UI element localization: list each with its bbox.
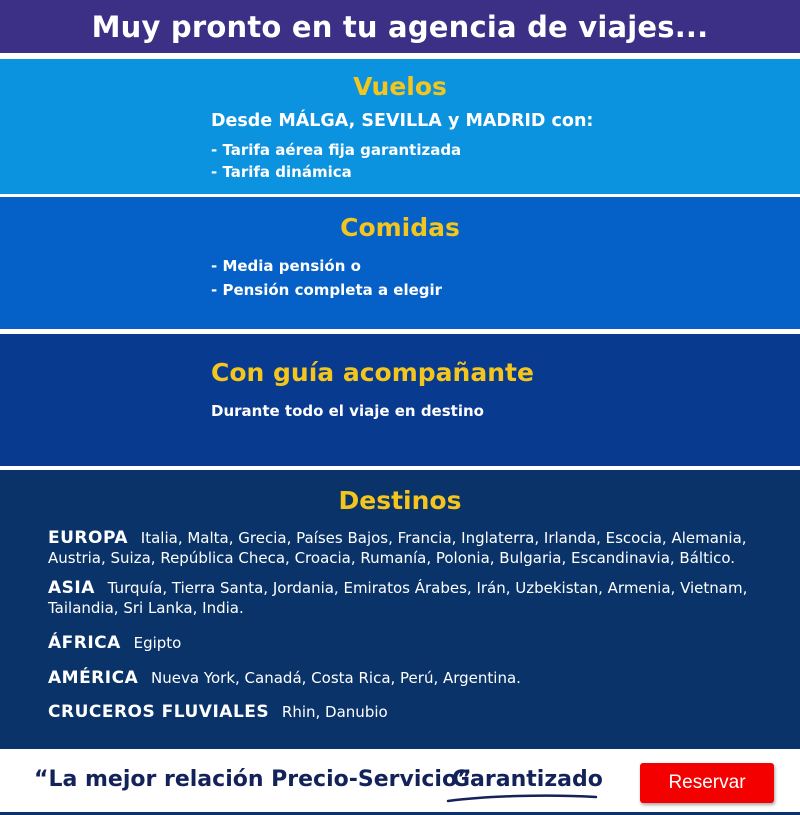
- section-guia: [0, 334, 800, 466]
- section-vuelos: [0, 59, 800, 194]
- comidas-item: - Media pensión o: [211, 257, 361, 275]
- vuelos-intro-prefix: Desde: [211, 111, 279, 131]
- region-name: AMÉRICA: [48, 668, 139, 688]
- vuelos-intro-cities: MÁLGA, SEVILLA: [278, 111, 442, 131]
- vuelos-intro-and: y: [441, 111, 466, 131]
- vuelos-item: - Tarifa dinámica: [211, 163, 352, 181]
- region-america: [48, 668, 748, 688]
- region-countries: Turquía, Tierra Santa, Jordania, Emiratos Árabes, Irán, Uzbekistan, Armenia, Vietnam, Tailandia, Sri Lanka, India.: [48, 579, 748, 617]
- slogan: “La mejor relación Precio-Servicio”: [34, 767, 472, 792]
- vuelos-intro-suffix: con:: [545, 111, 594, 131]
- region-name: ASIA: [48, 578, 95, 598]
- guia-title: Con guía acompañante: [211, 358, 534, 387]
- region-name: EUROPA: [48, 528, 129, 548]
- region-europa: [48, 528, 748, 568]
- vuelos-title: Vuelos: [353, 72, 447, 101]
- guarantee-label: Garantizado: [452, 767, 603, 792]
- vuelos-intro-city-last: MADRID: [465, 111, 546, 131]
- vuelos-intro: [211, 111, 593, 131]
- page-title: Muy pronto en tu agencia de viajes...: [91, 9, 709, 44]
- region-countries: Italia, Malta, Grecia, Países Bajos, Francia, Inglaterra, Irlanda, Escocia, Alemania, Austria, Suiza, República Checa, Croacia, Rumanía, Polonia, Bulgaria, Escandinavia, Báltico.: [48, 529, 747, 567]
- section-destinos: [0, 470, 800, 749]
- destinos-title: Destinos: [338, 486, 462, 515]
- swoosh-underline-icon: [446, 793, 598, 803]
- region-name: CRUCEROS FLUVIALES: [48, 702, 270, 722]
- region-countries: Rhin, Danubio: [281, 703, 388, 721]
- footer-bar: [0, 749, 800, 815]
- region-asia: [48, 578, 748, 618]
- comidas-title: Comidas: [340, 213, 460, 242]
- page-header: [0, 0, 800, 53]
- region-name: ÁFRICA: [48, 633, 121, 653]
- region-cruceros: [48, 702, 748, 722]
- vuelos-item: - Tarifa aérea fija garantizada: [211, 141, 462, 159]
- guia-subtitle: Durante todo el viaje en destino: [211, 402, 484, 420]
- region-countries: Nueva York, Canadá, Costa Rica, Perú, Argentina.: [151, 669, 521, 687]
- region-africa: [48, 633, 748, 653]
- comidas-item: - Pensión completa a elegir: [211, 281, 443, 299]
- reservar-button[interactable]: Reservar: [640, 763, 774, 803]
- region-countries: Egipto: [133, 634, 182, 652]
- section-comidas: [0, 197, 800, 329]
